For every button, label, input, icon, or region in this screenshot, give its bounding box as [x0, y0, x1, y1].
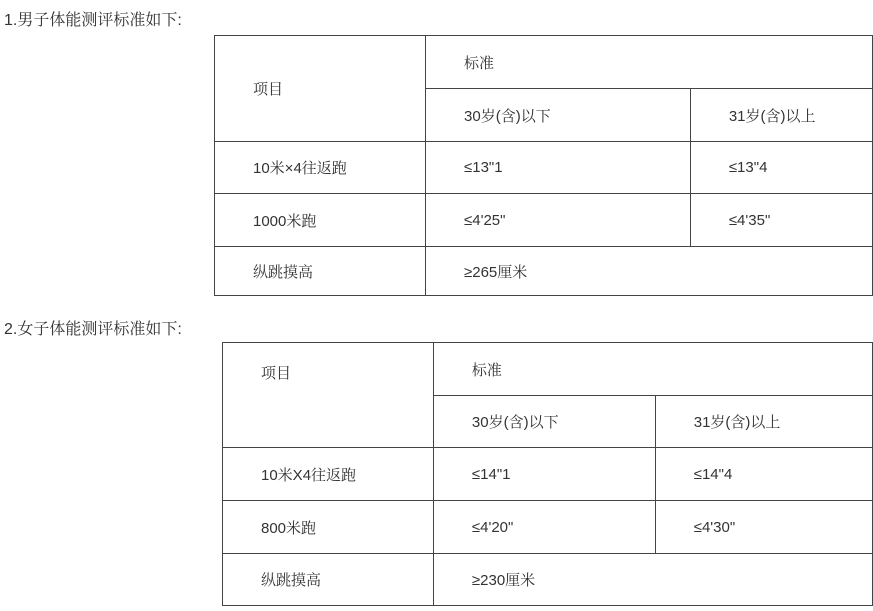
value-cell: ≤4'20": [433, 501, 655, 554]
standard-header-cell: 标准: [426, 36, 873, 89]
women-standards-table: [222, 342, 873, 606]
age-under30-header-cell: 30岁(含)以下: [426, 89, 691, 142]
item-header-cell: 项目: [215, 36, 426, 142]
value-cell: ≤4'35": [690, 194, 872, 247]
item-cell: 800米跑: [223, 501, 434, 554]
table-header-row: [215, 36, 873, 89]
value-cell: ≤14"1: [433, 448, 655, 501]
item-cell: 纵跳摸高: [223, 554, 434, 606]
table-row: [223, 448, 873, 501]
table-row: [215, 142, 873, 194]
value-cell: ≤13"1: [426, 142, 691, 194]
table-row: [223, 554, 873, 606]
age-over31-header-cell: 31岁(含)以上: [655, 396, 872, 448]
table-header-row: [223, 343, 873, 396]
value-cell: ≤4'30": [655, 501, 872, 554]
men-standards-table: [214, 35, 873, 296]
women-standards-intro: 2.女子体能测评标准如下:: [4, 321, 182, 338]
item-cell: 10米×4往返跑: [215, 142, 426, 194]
item-header-cell: 项目: [223, 343, 434, 448]
table-row: [215, 247, 873, 296]
value-cell: ≤14"4: [655, 448, 872, 501]
value-cell: ≤13"4: [690, 142, 872, 194]
age-under30-header-cell: 30岁(含)以下: [433, 396, 655, 448]
table-row: [223, 501, 873, 554]
value-cell: ≤4'25": [426, 194, 691, 247]
standard-header-cell: 标准: [433, 343, 872, 396]
age-over31-header-cell: 31岁(含)以上: [690, 89, 872, 142]
table-row: [215, 194, 873, 247]
value-cell-span: ≥265厘米: [426, 247, 873, 296]
item-cell: 1000米跑: [215, 194, 426, 247]
item-cell: 纵跳摸高: [215, 247, 426, 296]
men-standards-intro: 1.男子体能测评标准如下:: [4, 12, 182, 29]
item-cell: 10米X4往返跑: [223, 448, 434, 501]
value-cell-span: ≥230厘米: [433, 554, 872, 606]
